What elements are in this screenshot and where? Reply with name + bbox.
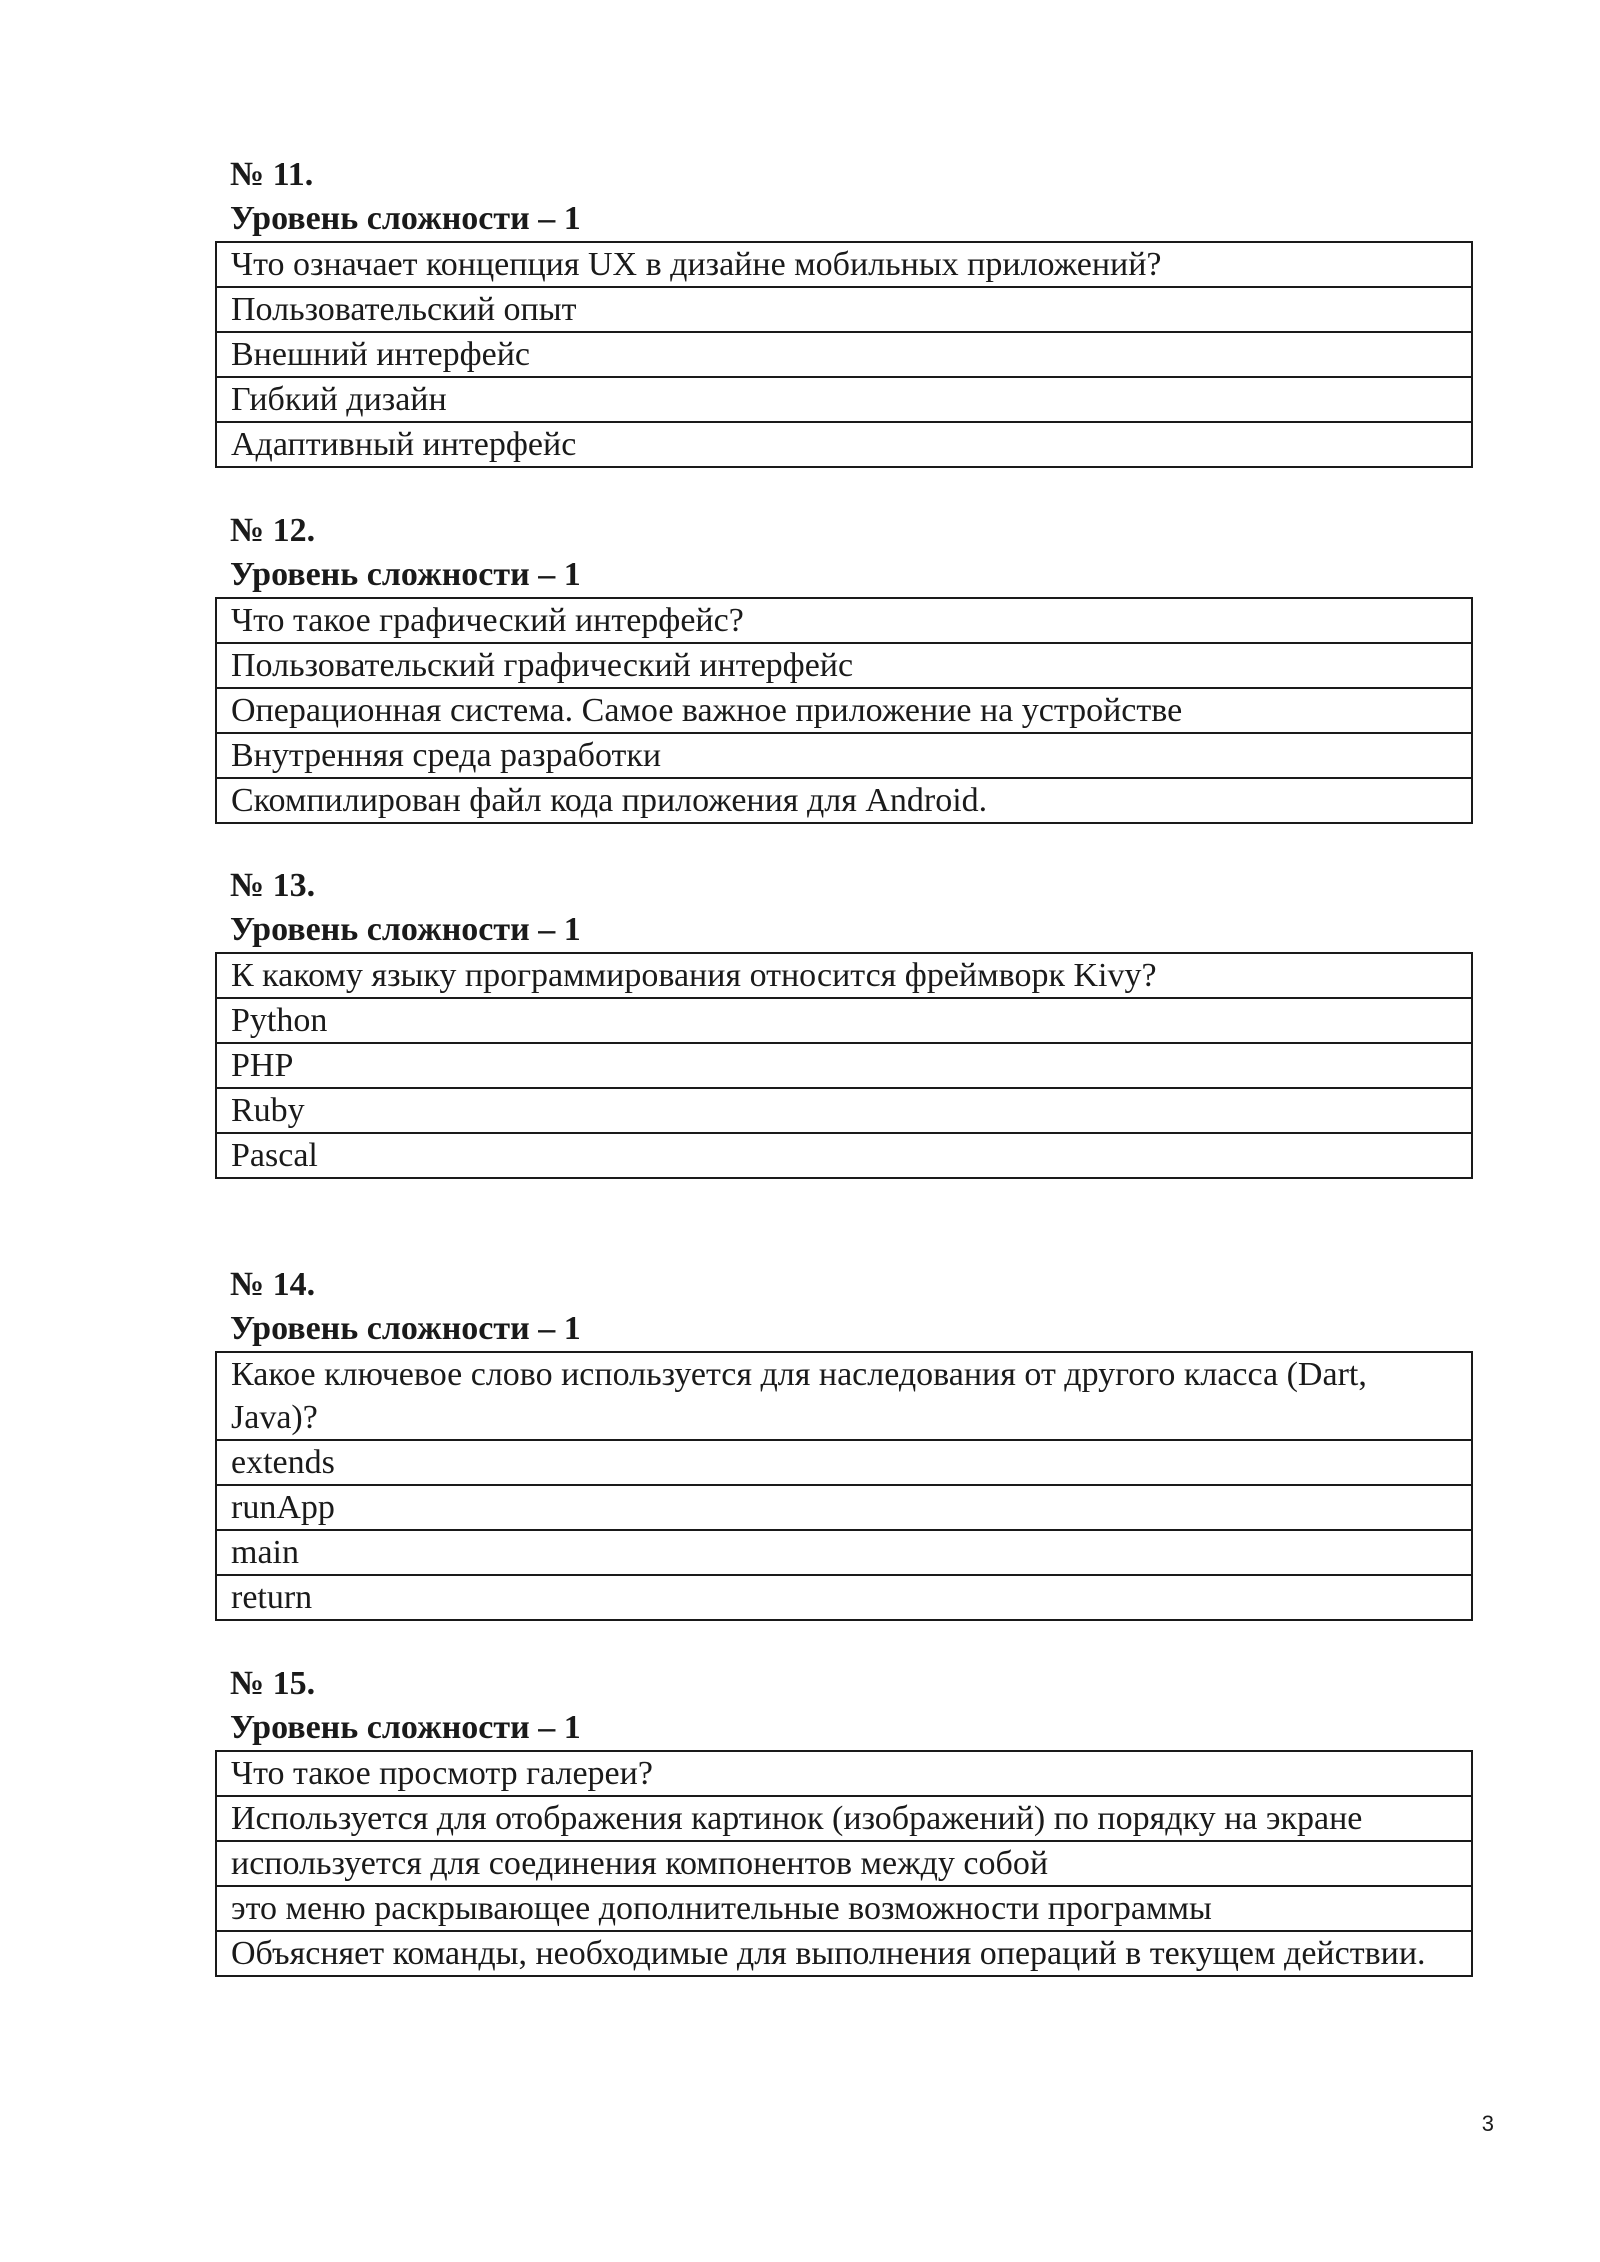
answer-option: Ruby — [216, 1088, 1472, 1133]
page-number: 3 — [1481, 2111, 1494, 2136]
question-number: № 15. — [230, 1665, 316, 1702]
answer-option: main — [216, 1530, 1472, 1575]
answer-row — [216, 1043, 1472, 1088]
question-table — [215, 1351, 1473, 1621]
difficulty-level: Уровень сложности – 1 — [230, 556, 581, 593]
answer-option: Внутренняя среда разработки — [216, 733, 1472, 778]
answer-row — [216, 998, 1472, 1043]
answer-row — [216, 1133, 1472, 1178]
question-block — [215, 153, 1473, 468]
answer-option: extends — [216, 1440, 1472, 1485]
answer-row — [216, 1575, 1472, 1620]
answer-option: Python — [216, 998, 1472, 1043]
answer-row — [216, 1530, 1472, 1575]
answer-option: Операционная система. Самое важное приложение на устройстве — [216, 688, 1472, 733]
question-table — [215, 597, 1473, 824]
question-text: Что такое графический интерфейс? — [216, 598, 1472, 643]
question-table — [215, 1750, 1473, 1977]
answer-option: Pascal — [216, 1133, 1472, 1178]
question-table — [215, 952, 1473, 1179]
answer-row — [216, 1440, 1472, 1485]
answer-row — [216, 422, 1472, 467]
difficulty-level: Уровень сложности – 1 — [230, 200, 581, 237]
question-text: Что такое просмотр галереи? — [216, 1751, 1472, 1796]
question-row — [216, 1352, 1472, 1440]
answer-option: PHP — [216, 1043, 1472, 1088]
answer-option: используется для соединения компонентов между собой — [216, 1841, 1472, 1886]
answer-row — [216, 287, 1472, 332]
question-text: Какое ключевое слово используется для наследования от другого класса (Dart, Java)? — [216, 1352, 1472, 1440]
question-row — [216, 1751, 1472, 1796]
answer-option: Адаптивный интерфейс — [216, 422, 1472, 467]
answer-option: runApp — [216, 1485, 1472, 1530]
answer-row — [216, 1485, 1472, 1530]
question-row — [216, 953, 1472, 998]
difficulty-level: Уровень сложности – 1 — [230, 911, 581, 948]
question-number: № 13. — [230, 867, 316, 904]
answer-row — [216, 1796, 1472, 1841]
answer-row — [216, 733, 1472, 778]
answer-row — [216, 778, 1472, 823]
answer-option: return — [216, 1575, 1472, 1620]
difficulty-level: Уровень сложности – 1 — [230, 1310, 581, 1347]
answer-option: это меню раскрывающее дополнительные возможности программы — [216, 1886, 1472, 1931]
question-number: № 12. — [230, 512, 316, 549]
answer-option: Пользовательский графический интерфейс — [216, 643, 1472, 688]
question-block — [215, 1662, 1473, 1977]
question-row — [216, 598, 1472, 643]
difficulty-level: Уровень сложности – 1 — [230, 1709, 581, 1746]
question-block — [215, 864, 1473, 1179]
answer-row — [216, 643, 1472, 688]
question-number: № 11. — [230, 156, 314, 193]
question-table — [215, 241, 1473, 468]
question-block — [215, 509, 1473, 824]
answer-row — [216, 377, 1472, 422]
answer-row — [216, 688, 1472, 733]
answer-option: Объясняет команды, необходимые для выполнения операций в текущем действии. — [216, 1931, 1472, 1976]
answer-row — [216, 1886, 1472, 1931]
answer-row — [216, 1088, 1472, 1133]
question-number: № 14. — [230, 1266, 316, 1303]
answer-option: Используется для отображения картинок (изображений) по порядку на экране — [216, 1796, 1472, 1841]
answer-option: Внешний интерфейс — [216, 332, 1472, 377]
question-block — [215, 1263, 1473, 1621]
answer-row — [216, 1931, 1472, 1976]
answer-option: Скомпилирован файл кода приложения для Android. — [216, 778, 1472, 823]
answer-option: Пользовательский опыт — [216, 287, 1472, 332]
answer-row — [216, 1841, 1472, 1886]
answer-option: Гибкий дизайн — [216, 377, 1472, 422]
question-text: К какому языку программирования относится фреймворк Kivy? — [216, 953, 1472, 998]
question-row — [216, 242, 1472, 287]
question-text: Что означает концепция UX в дизайне мобильных приложений? — [216, 242, 1472, 287]
answer-row — [216, 332, 1472, 377]
